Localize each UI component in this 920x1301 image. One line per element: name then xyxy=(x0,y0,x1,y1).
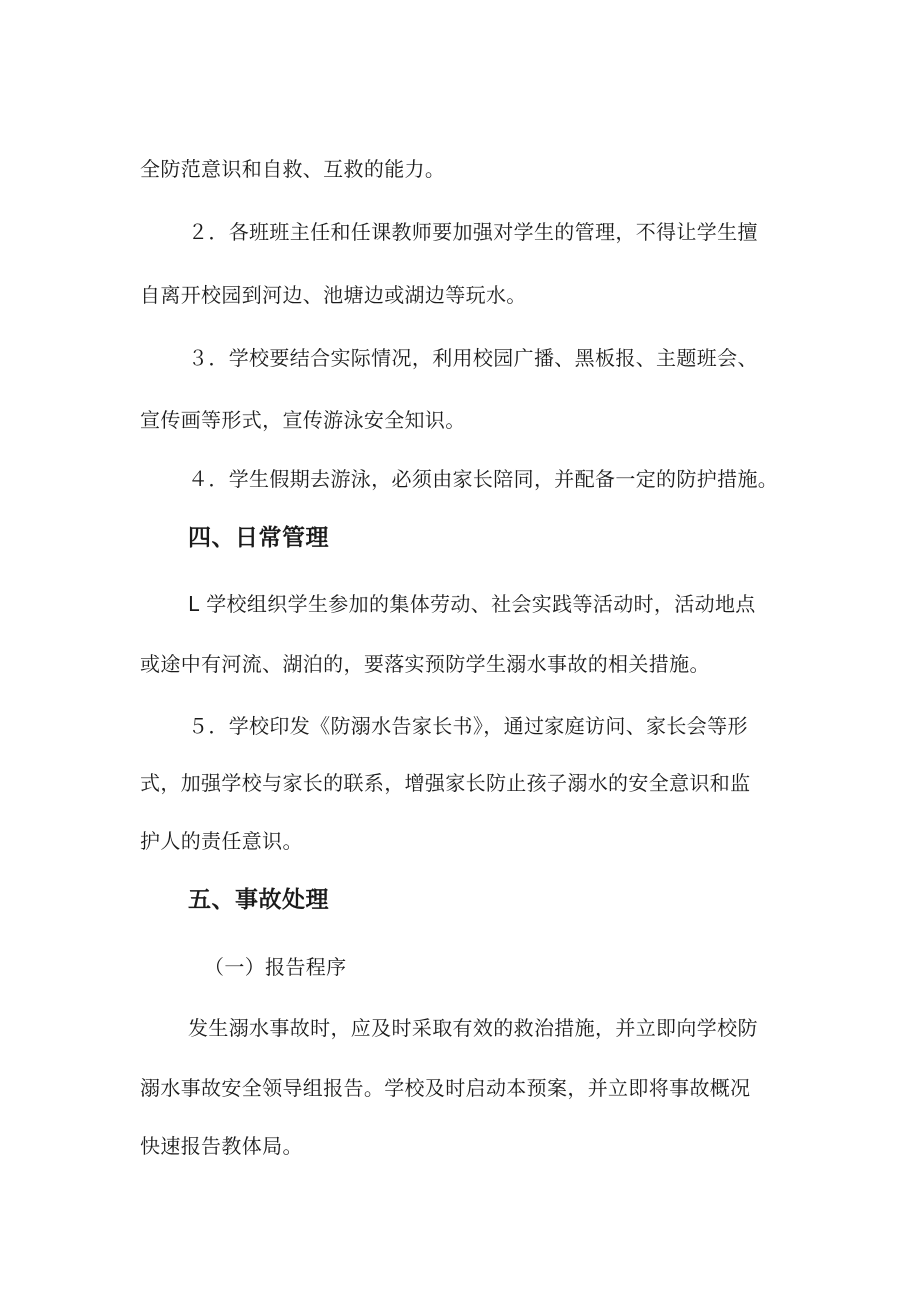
paragraph-line: ２．各班班主任和任课教师要加强对学生的管理，不得让学生擅 xyxy=(188,220,758,244)
paragraph-line: L 学校组织学生参加的集体劳动、社会实践等活动时，活动地点 xyxy=(188,592,756,616)
paragraph-line: ４．学生假期去游泳，必须由家长陪同，并配备一定的防护措施。 xyxy=(188,467,779,491)
paragraph-line: ３．学校要结合实际情况，利用校园广播、黑板报、主题班会、 xyxy=(188,346,758,370)
paragraph-line: ５．学校印发《防溺水告家长书》，通过家庭访问、家长会等形 xyxy=(188,714,748,738)
subsection-heading: （一）报告程序 xyxy=(204,955,347,979)
paragraph-line: 全防范意识和自救、互救的能力。 xyxy=(140,157,446,181)
section-heading: 四、日常管理 xyxy=(188,525,329,551)
paragraph-line: 或途中有河流、湖泊的，要落实预防学生溺水事故的相关措施。 xyxy=(140,652,710,676)
paragraph-line: 快速报告教体局。 xyxy=(140,1134,303,1158)
paragraph-line: 宣传画等形式，宣传游泳安全知识。 xyxy=(140,408,466,432)
paragraph-line: 发生溺水事故时，应及时采取有效的救治措施，并立即向学校防 xyxy=(188,1016,758,1040)
paragraph-line: 自离开校园到河边、池塘边或湖边等玩水。 xyxy=(140,283,527,307)
paragraph-line: 溺水事故安全领导组报告。学校及时启动本预案，并立即将事故概况 xyxy=(140,1076,751,1100)
paragraph-line: 式，加强学校与家长的联系，增强家长防止孩子溺水的安全意识和监 xyxy=(140,771,751,795)
paragraph-line: 护人的责任意识。 xyxy=(140,829,303,853)
section-heading: 五、事故处理 xyxy=(188,887,329,913)
